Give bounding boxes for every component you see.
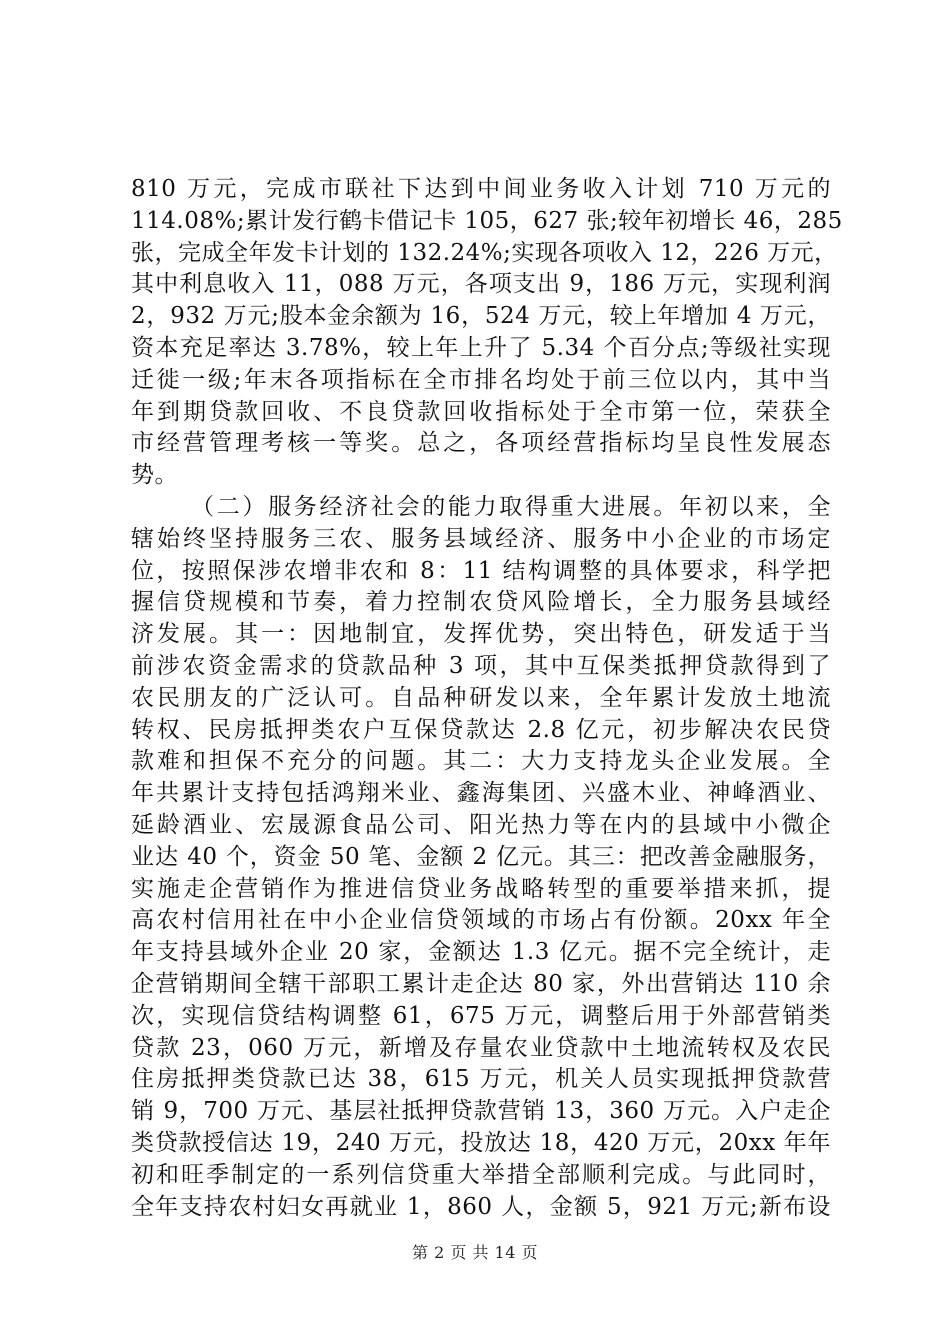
text-line: 贷款 23，060 万元，新增及存量农业贷款中土地流转权及农民 (131, 1034, 831, 1061)
text-line: 张，完成全年发卡计划的 132.24%;实现各项收入 12，226 万元， (131, 239, 838, 266)
text-line: 位，按照保涉农增非农和 8：11 结构调整的具体要求，科学把 (131, 557, 831, 584)
text-line: 延龄酒业、宏晟源食品公司、阳光热力等在内的县域中小微企 (131, 811, 831, 838)
text-line: 企营销期间全辖干部职工累计走企达 80 家，外出营销达 110 余 (131, 970, 831, 997)
text-line: 济发展。其一：因地制宜，发挥优势，突出特色，研发适于当 (131, 621, 831, 648)
body-text (131, 174, 843, 1223)
page-footer (0, 1240, 950, 1263)
text-line: 114.08%;累计发行鹤卡借记卡 105，627 张;较年初增长 46，285 (131, 207, 843, 234)
text-line: 其中利息收入 11，088 万元，各项支出 9，186 万元，实现利润 (131, 271, 831, 298)
text-line: 住房抵押类贷款已达 38，615 万元，机关人员实现抵押贷款营 (131, 1066, 831, 1093)
text-line: 实施走企营销作为推进信贷业务战略转型的重要举措来抓，提 (131, 875, 831, 902)
text-line: 销 9，700 万元、基层社抵押贷款营销 13，360 万元。入户走企 (131, 1098, 831, 1125)
text-line-heading: （二）服务经济社会的能力取得重大进展。年初以来，全 (191, 493, 831, 520)
text-line: 市经营管理考核一等奖。总之，各项经营指标均呈良性发展态 (131, 430, 831, 457)
text-line: 辖始终坚持服务三农、服务县域经济、服务中小企业的市场定 (131, 525, 831, 552)
text-line: 前涉农资金需求的贷款品种 3 项，其中互保类抵押贷款得到了 (131, 652, 831, 679)
text-line: 款难和担保不充分的问题。其二：大力支持龙头企业发展。全 (131, 748, 831, 775)
text-line: 握信贷规模和节奏，着力控制农贷风险增长，全力服务县域经 (131, 589, 831, 616)
text-line: 势。 (131, 462, 178, 489)
text-line: 年共累计支持包括鸿翔米业、鑫海集团、兴盛木业、神峰酒业、 (131, 780, 831, 807)
text-line: 业达 40 个，资金 50 笔、金额 2 亿元。其三：把改善金融服务， (131, 843, 831, 870)
text-line: 转权、民房抵押类农户互保贷款达 2.8 亿元，初步解决农民贷 (131, 716, 831, 743)
text-line: 次，实现信贷结构调整 61，675 万元，调整后用于外部营销类 (131, 1002, 831, 1029)
page-number-label: 第 2 页 共 14 页 (412, 1243, 538, 1262)
text-line: 全年支持农村妇女再就业 1，860 人，金额 5，921 万元;新布设 (131, 1193, 831, 1220)
text-line: 类贷款授信达 19，240 万元，投放达 18，420 万元，20xx 年年 (131, 1129, 831, 1156)
text-line: 2，932 万元;股本金余额为 16，524 万元，较上年增加 4 万元， (131, 303, 831, 330)
text-line: 农民朋友的广泛认可。自品种研发以来，全年累计发放土地流 (131, 684, 831, 711)
text-line: 810 万元，完成市联社下达到中间业务收入计划 710 万元的 (131, 176, 831, 202)
text-line: 高农村信用社在中小企业信贷领域的市场占有份额。20xx 年全 (131, 907, 831, 934)
text-line: 年到期贷款回收、不良贷款回收指标处于全市第一位，荣获全 (131, 398, 831, 425)
text-line: 年支持县域外企业 20 家，金额达 1.3 亿元。据不完全统计，走 (131, 939, 831, 966)
text-line: 迁徙一级;年末各项指标在全市排名均处于前三位以内，其中当 (131, 366, 831, 393)
text-line: 初和旺季制定的一系列信贷重大举措全部顺利完成。与此同时， (131, 1161, 831, 1188)
text-line: 资本充足率达 3.78%，较上年上升了 5.34 个百分点;等级社实现 (131, 334, 831, 361)
